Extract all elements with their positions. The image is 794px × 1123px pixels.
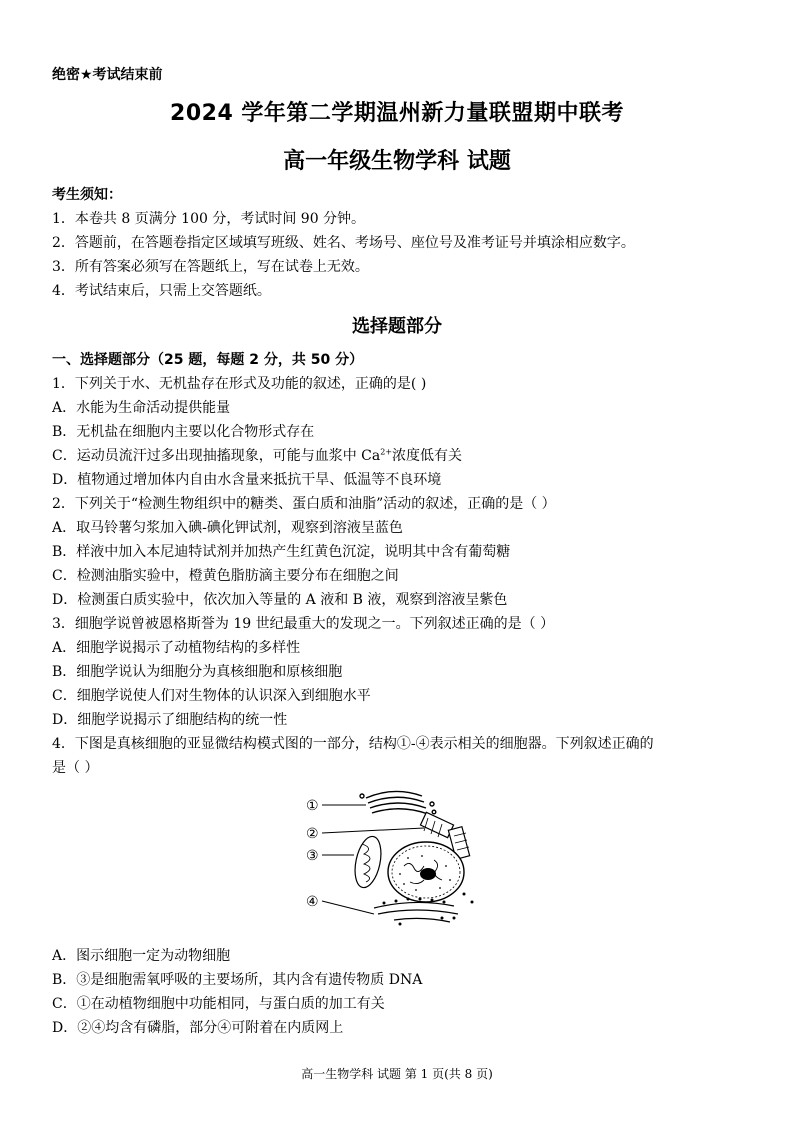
notice-heading: 考生须知： [52, 187, 122, 203]
figure-label-1: ① [306, 798, 319, 814]
option-b: B．样液中加入本尼迪特试剂并加热产生红黄色沉淀，说明其中含有葡萄糖 [52, 544, 511, 560]
option-b: B．③是细胞需氧呼吸的主要场所，其内含有遗传物质 DNA [52, 972, 423, 988]
option-c: C．①在动植物细胞中功能相同，与蛋白质的加工有关 [52, 996, 385, 1012]
cell-structure-figure [304, 782, 490, 932]
leader-line-4 [322, 901, 374, 914]
option-d: D．检测蛋白质实验中，依次加入等量的 A 液和 B 液，观察到溶液呈紫色 [52, 592, 508, 608]
option-b: B．无机盐在细胞内主要以化合物形式存在 [52, 424, 315, 440]
option-b: B．细胞学说认为细胞分为真核细胞和原核细胞 [52, 664, 343, 680]
notice-item: 4．考试结束后，只需上交答题纸。 [52, 283, 271, 299]
notice-item: 1．本卷共 8 页满分 100 分，考试时间 90 分钟。 [52, 211, 366, 227]
figure-label-3: ③ [306, 848, 319, 864]
option-d: D．细胞学说揭示了细胞结构的统一性 [52, 712, 288, 728]
option-a: A．取马铃薯匀浆加入碘-碘化钾试剂，观察到溶液呈蓝色 [52, 520, 403, 536]
figure-label-4: ④ [306, 894, 319, 910]
leader-line-2 [322, 828, 424, 833]
question-stem: 3．细胞学说曾被恩格斯誉为 19 世纪最重大的发现之一。下列叙述正确的是（ ） [52, 616, 555, 632]
notice-item: 2．答题前，在答题卷指定区域填写班级、姓名、考场号、座位号及准考证号并填涂相应数字。 [52, 235, 635, 251]
option-a: A．细胞学说揭示了动植物结构的多样性 [52, 640, 301, 656]
nucleolus [420, 868, 436, 880]
option-d: D．植物通过增加体内自由水含量来抵抗干旱、低温等不良环境 [52, 472, 442, 488]
part-heading: 一、选择题部分（25 题，每题 2 分，共 50 分） [52, 352, 364, 368]
figure-label-2: ② [306, 826, 319, 842]
page-footer: 高一生物学科 试题 第 1 页(共 8 页) [301, 1067, 493, 1081]
golgi-apparatus [360, 791, 436, 814]
notice-item: 3．所有答案必须写在答题纸上，写在试卷上无效。 [52, 259, 369, 275]
cell-diagram [304, 782, 490, 932]
question-stem-continued: 是（ ） [52, 760, 99, 776]
secret-mark: 绝密★考试结束前 [52, 67, 163, 83]
question-stem: 1．下列关于水、无机盐存在形式及功能的叙述，正确的是( ) [52, 376, 427, 392]
option-c: C．细胞学说使人们对生物体的认识深入到细胞水平 [52, 688, 371, 704]
option-a: A．水能为生命活动提供能量 [52, 400, 231, 416]
question-stem: 2．下列关于“检测生物组织中的糖类、蛋白质和油脂”活动的叙述，正确的是（ ） [52, 496, 556, 512]
option-a: A．图示细胞一定为动物细胞 [52, 948, 231, 964]
exam-subtitle: 高一年级生物学科 试题 [283, 149, 511, 174]
exam-title: 2024 学年第二学期温州新力量联盟期中联考 [170, 101, 624, 126]
endoplasmic-reticulum [374, 902, 458, 922]
question-stem: 4．下图是真核细胞的亚显微结构模式图的一部分，结构①-④表示相关的细胞器。下列叙述正确的 [52, 736, 654, 752]
nucleus [388, 842, 464, 902]
option-c: C．检测油脂实验中，橙黄色脂肪滴主要分布在细胞之间 [52, 568, 399, 584]
option-c: C．运动员流汗过多出现抽搐现象，可能与血浆中 $Ca^{2+}$浓度低有关 [52, 447, 463, 464]
mitochondrion [351, 834, 385, 890]
section-title: 选择题部分 [352, 316, 442, 337]
option-d: D．②④均含有磷脂，部分④可附着在内质网上 [52, 1020, 344, 1036]
